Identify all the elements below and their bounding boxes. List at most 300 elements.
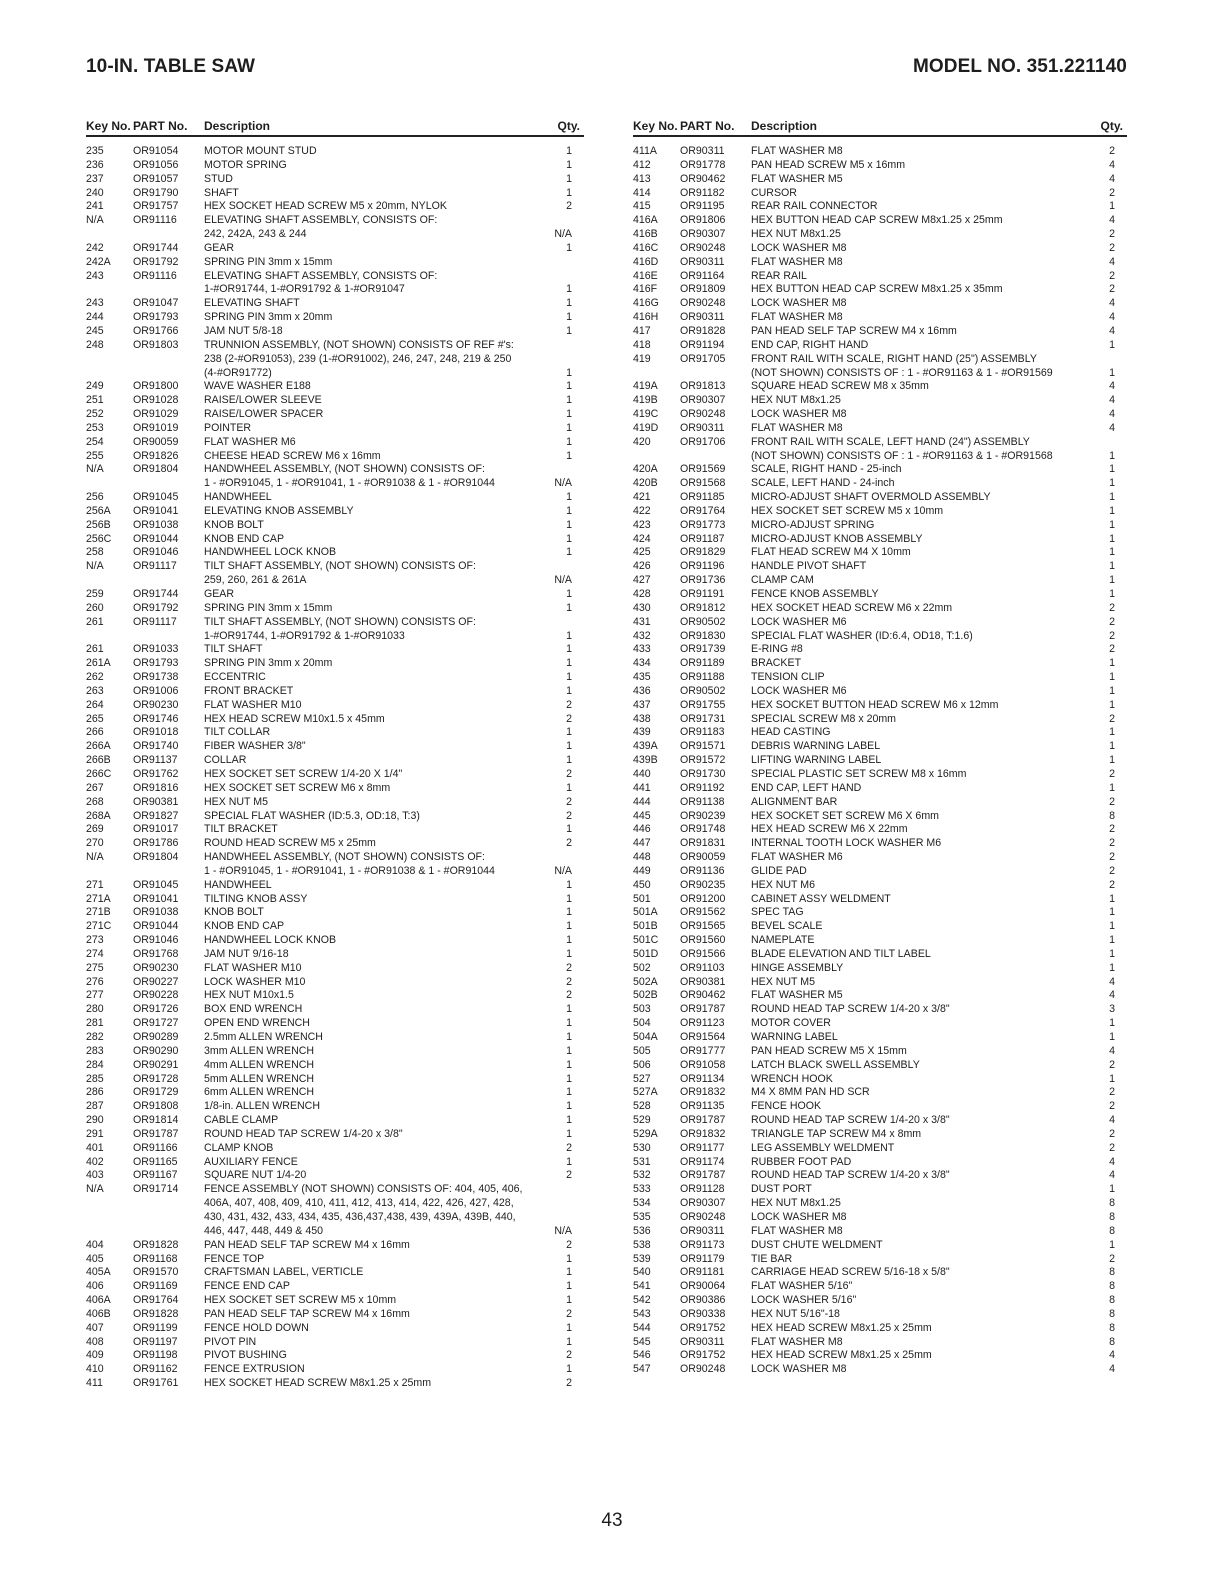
qty: 1 [566,892,572,905]
description: WRENCH HOOK [751,1072,833,1085]
table-row [633,989,1127,1003]
description: LOCK WASHER M8 [751,408,847,421]
qty: 1 [1109,504,1115,517]
qty: 2 [1109,1086,1115,1099]
description: HEX SOCKET HEAD SCREW M6 x 22mm [751,601,953,614]
key-no: 409 [86,1349,104,1362]
key-no: 421 [633,491,651,504]
table-row [86,380,584,394]
description: FIBER WASHER 3/8" [204,740,306,753]
part-no: OR91134 [680,1072,725,1085]
description: RAISE/LOWER SPACER [204,408,324,421]
qty: 1 [566,366,572,379]
qty: 2 [566,975,572,988]
description: SPEC TAG [751,906,804,919]
qty: 1 [566,754,572,767]
part-no: OR91182 [680,186,725,199]
description: FENCE HOLD DOWN [204,1321,309,1334]
description: ELEVATING SHAFT [204,297,300,310]
qty: 1 [1109,920,1115,933]
table-row [86,1100,584,1114]
description: TRIANGLE TAP SCREW M4 x 8mm [751,1127,922,1140]
part-no: OR91185 [680,491,725,504]
key-no: 428 [633,588,651,600]
part-no: OR91038 [133,906,179,919]
key-no: 265 [86,712,104,725]
key-no: 252 [86,408,104,421]
description: HEX SOCKET HEAD SCREW M5 x 20mm, NYLOK [204,200,447,213]
part-no: OR91041 [133,504,179,517]
key-no: 426 [633,560,651,573]
description: FLAT WASHER M8 [751,145,843,157]
part-no: OR90462 [680,989,726,1002]
part-no: OR91177 [680,1141,725,1154]
description: HEX NUT M5 [204,795,268,808]
part-no: OR91569 [680,463,726,476]
part-no: OR91564 [680,1031,726,1043]
qty: 1 [1109,463,1115,476]
description: MOTOR SPRING [204,158,287,171]
part-no: OR91006 [133,684,179,697]
qty: 1 [566,878,572,891]
description: MICRO-ADJUST SHAFT OVERMOLD ASSEMBLY [751,491,991,504]
key-no: 542 [633,1294,651,1307]
key-no: 261A [86,657,111,670]
key-no: 434 [633,657,651,670]
key-no: 530 [633,1141,651,1154]
qty: 1 [1109,1017,1115,1030]
description: ROUND HEAD TAP SCREW 1/4-20 x 3/8" [751,1114,950,1127]
key-no: 268A [86,809,111,822]
key-no: N/A [86,851,104,864]
key-no: 244 [86,311,104,324]
qty: 1 [566,408,572,421]
qty: 2 [1109,283,1115,296]
key-no: 546 [633,1349,651,1362]
table-row [86,353,584,367]
qty: N/A [554,574,572,587]
key-no: 439 [633,726,651,739]
description: ELEVATING SHAFT ASSEMBLY, CONSISTS OF: [204,269,438,282]
table-row [86,962,584,976]
key-no: 450 [633,878,651,891]
key-no: 433 [633,643,651,656]
qty: 2 [1109,186,1115,199]
description: PAN HEAD SELF TAP SCREW M4 x 16mm [751,324,957,337]
key-no: 416B [633,228,658,241]
key-no: 275 [86,961,104,974]
part-no: OR91830 [680,629,726,642]
key-no: 416E [633,269,658,282]
key-no: 538 [633,1238,651,1251]
description: 1 - #OR91045, 1 - #OR91041, 1 - #OR91038 & 1 - #OR91044 [204,477,495,490]
qty: 1 [566,186,572,199]
part-no: OR91752 [680,1349,726,1362]
table-row [86,906,584,920]
part-no: OR91137 [133,754,178,767]
table-row [86,1073,584,1087]
qty: 1 [566,643,572,656]
table-row [633,671,1127,685]
key-no: 406 [86,1280,104,1293]
qty: 1 [1109,892,1115,905]
qty: 2 [566,1141,572,1154]
description: FLAT WASHER M5 [751,172,843,185]
key-no: 504A [633,1031,658,1043]
key-no: 441 [633,781,651,794]
key-no: 505 [633,1044,651,1057]
table-row [86,145,584,159]
description: HEX NUT M8x1.25 [751,1197,841,1210]
qty: 1 [1109,1031,1115,1043]
key-no: 286 [86,1086,104,1099]
qty: 1 [566,1058,572,1071]
table-row [633,1197,1127,1211]
qty: 1 [1109,532,1115,545]
part-no: OR90307 [680,1197,726,1210]
key-no: 410 [86,1363,104,1376]
part-no: OR91764 [680,504,726,517]
table-row [86,616,584,630]
description: FLAT WASHER M6 [204,435,296,448]
key-no: 447 [633,837,651,850]
qty: 4 [1109,158,1115,171]
parts-table-right [633,118,1127,1377]
key-no: 266 [86,726,104,739]
key-no: 420B [633,477,658,490]
qty: 1 [1109,657,1115,670]
qty: 1 [1109,1072,1115,1085]
part-no: OR91188 [680,671,725,684]
table-row [86,1253,584,1267]
key-no: 532 [633,1169,651,1182]
description: GEAR [204,588,235,600]
col-description: Description [751,119,818,133]
table-row [86,643,584,657]
part-no: OR91169 [133,1280,178,1293]
table-header [633,118,1127,137]
key-no: 280 [86,1003,104,1016]
description: LOCK WASHER 5/16" [751,1294,857,1307]
key-no: 419D [633,421,659,434]
description: FLAT WASHER M6 [751,851,843,864]
table-row [633,616,1127,630]
key-no: 444 [633,795,651,808]
qty: 2 [566,1169,572,1182]
description: HEX NUT 5/16"-18 [751,1307,840,1320]
description: MOTOR MOUNT STUD [204,145,317,157]
description: GEAR [204,241,235,254]
part-no: OR90290 [133,1044,179,1057]
table-row [633,823,1127,837]
qty: 1 [566,1294,572,1307]
table-row [86,339,584,353]
key-no: 415 [633,200,651,213]
part-no: OR91056 [133,158,179,171]
table-row [86,726,584,740]
key-no: 501B [633,920,658,933]
table-row [633,228,1127,242]
key-no: 255 [86,449,104,462]
part-no: OR91757 [133,200,179,213]
key-no: 535 [633,1210,651,1223]
qty: 2 [566,837,572,850]
description: FENCE ASSEMBLY (NOT SHOWN) CONSISTS OF: 404, 405, 406, [204,1183,523,1196]
key-no: 271A [86,892,111,905]
qty: 2 [1109,241,1115,254]
qty: 4 [1109,380,1115,393]
description: SPRING PIN 3mm x 15mm [204,255,333,268]
description: 1/8-in. ALLEN WRENCH [204,1100,320,1113]
part-no: OR90311 [680,255,725,268]
qty: 2 [566,200,572,213]
description: TILT SHAFT ASSEMBLY, (NOT SHOWN) CONSISTS OF: [204,560,476,573]
part-no: OR91045 [133,491,179,504]
description: HEX NUT M8x1.25 [751,228,841,241]
table-row [633,643,1127,657]
description: FLAT WASHER M8 [751,1224,843,1237]
key-no: 501A [633,906,658,919]
part-no: OR91018 [133,726,179,739]
description: RAISE/LOWER SLEEVE [204,394,322,407]
key-no: 271C [86,920,112,933]
table-row [633,214,1127,228]
description: 259, 260, 261 & 261A [204,574,307,587]
part-no: OR91827 [133,809,179,822]
qty: 1 [566,311,572,324]
table-row [86,989,584,1003]
col-qty: Qty. [1100,119,1123,133]
description: FLAT WASHER 5/16" [751,1280,853,1293]
part-no: OR91179 [680,1252,725,1265]
table-row [633,463,1127,477]
part-no: OR91191 [680,588,725,600]
qty: 2 [566,1307,572,1320]
description: LATCH BLACK SWELL ASSEMBLY [751,1058,920,1071]
description: BEVEL SCALE [751,920,823,933]
key-no: 243 [86,269,104,282]
qty: 1 [566,740,572,753]
table-row [633,200,1127,214]
table-row [86,1114,584,1128]
table-row [633,1073,1127,1087]
part-no: OR91572 [680,754,726,767]
qty: 4 [1109,975,1115,988]
key-no: N/A [86,1183,104,1196]
description: FLAT WASHER M10 [204,698,302,711]
key-no: 424 [633,532,651,545]
table-row [86,810,584,824]
table-row [633,1003,1127,1017]
part-no: OR91714 [133,1183,179,1196]
part-no: OR91832 [680,1127,726,1140]
part-no: OR90059 [680,851,726,864]
key-no: 504 [633,1017,651,1030]
qty: 2 [1109,823,1115,836]
qty: 2 [1109,851,1115,864]
key-no: 420 [633,435,651,448]
qty: 1 [566,588,572,600]
key-no: 416A [633,214,658,227]
table-row [86,367,584,381]
key-no: 404 [86,1238,104,1251]
qty: 1 [1109,698,1115,711]
table-row [633,408,1127,422]
part-no: OR90502 [680,615,726,628]
table-row [86,200,584,214]
table-row [86,934,584,948]
description: HEX SOCKET SET SCREW M5 x 10mm [204,1294,397,1307]
qty: 2 [1109,145,1115,157]
table-row [633,1059,1127,1073]
part-no: OR91029 [133,408,179,421]
description: FLAT WASHER M5 [751,989,843,1002]
part-no: OR90307 [680,394,726,407]
description: INTERNAL TOOTH LOCK WASHER M6 [751,837,942,850]
table-row [86,1031,584,1045]
part-no: OR91744 [133,241,179,254]
description: LOCK WASHER M8 [751,1210,847,1223]
qty: 2 [1109,1127,1115,1140]
description: CHEESE HEAD SCREW M6 x 16mm [204,449,381,462]
key-no: 261 [86,643,104,656]
qty: 1 [1109,684,1115,697]
key-no: 242A [86,255,111,268]
part-no: OR91804 [133,463,179,476]
table-row [86,311,584,325]
qty: 1 [566,1017,572,1030]
description: SQUARE NUT 1/4-20 [204,1169,307,1182]
qty: 1 [566,158,572,171]
description: CARRIAGE HEAD SCREW 5/16-18 x 5/8" [751,1266,950,1279]
description: (4-#OR91772) [204,366,272,379]
part-no: OR91812 [680,601,726,614]
key-no: N/A [86,214,104,227]
qty: 1 [1109,491,1115,504]
description: WAVE WASHER E188 [204,380,311,393]
description: ECCENTRIC [204,671,266,684]
part-no: OR90307 [680,228,726,241]
key-no: 501 [633,892,651,905]
part-no: OR91828 [680,324,726,337]
table-row [633,713,1127,727]
qty: 1 [566,1044,572,1057]
table-row [86,1183,584,1197]
description: LOCK WASHER M6 [751,684,847,697]
table-row [633,699,1127,713]
key-no: 419C [633,408,659,421]
part-no: OR91736 [680,574,726,587]
qty: 1 [566,172,572,185]
description: HEX HEAD SCREW M6 X 22mm [751,823,908,836]
part-no: OR91786 [133,837,179,850]
qty: 1 [566,283,572,296]
qty: N/A [554,477,572,490]
description: 446, 447, 448, 449 & 450 [204,1224,323,1237]
description: BRACKET [751,657,802,670]
key-no: 290 [86,1114,104,1127]
table-row [86,560,584,574]
description: HEX NUT M5 [751,975,815,988]
part-no: OR91566 [680,947,726,960]
key-no: 268 [86,795,104,808]
key-no: 242 [86,241,104,254]
table-row [633,574,1127,588]
part-no: OR91019 [133,421,179,434]
part-no: OR91200 [680,892,726,905]
description: SPECIAL FLAT WASHER (ID:5.3, OD:18, T:3) [204,809,420,822]
part-no: OR90248 [680,1363,726,1376]
key-no: 407 [86,1321,104,1334]
key-no: 449 [633,864,651,877]
key-no: 501C [633,934,659,947]
key-no: 235 [86,145,104,157]
table-row [633,920,1127,934]
table-row [86,1280,584,1294]
qty: 8 [1109,1197,1115,1210]
description: CURSOR [751,186,797,199]
page-number: 43 [601,1510,623,1531]
table-row [86,796,584,810]
qty: 1 [566,449,572,462]
part-no: OR91038 [133,518,179,531]
table-row [633,1045,1127,1059]
table-row [633,1349,1127,1363]
key-no: 427 [633,574,651,587]
qty: 1 [566,491,572,504]
table-row [633,159,1127,173]
table-row [633,1266,1127,1280]
qty: 4 [1109,1044,1115,1057]
qty: 1 [1109,449,1115,462]
part-no: OR91762 [133,767,179,780]
qty: 1 [566,781,572,794]
description: FLAT WASHER M8 [751,1335,843,1348]
table-row [86,1349,584,1363]
table-row [633,1086,1127,1100]
description: HANDWHEEL ASSEMBLY, (NOT SHOWN) CONSISTS OF: [204,463,485,476]
table-row [633,1308,1127,1322]
col-key-no: Key No. [633,119,678,133]
qty: 2 [1109,878,1115,891]
description: CABINET ASSY WELDMENT [751,892,891,905]
key-no: 413 [633,172,651,185]
qty: 2 [1109,837,1115,850]
qty: 1 [566,1266,572,1279]
qty: 1 [566,1127,572,1140]
table-row [633,1100,1127,1114]
key-no: 439B [633,754,658,767]
key-no: 418 [633,338,651,351]
qty: 1 [566,1072,572,1085]
qty: 1 [1109,366,1115,379]
key-no: 502B [633,989,658,1002]
key-no: 547 [633,1363,651,1376]
key-no: 506 [633,1058,651,1071]
table-row [86,242,584,256]
table-row [86,1017,584,1031]
description: HEX SOCKET HEAD SCREW M8x1.25 x 25mm [204,1377,432,1390]
part-no: OR90381 [133,795,179,808]
part-no: OR91565 [680,920,726,933]
qty: 2 [1109,1058,1115,1071]
qty: 2 [1109,795,1115,808]
qty: 4 [1109,1349,1115,1362]
description: JAM NUT 9/16-18 [204,947,289,960]
qty: 2 [1109,629,1115,642]
qty: 8 [1109,1266,1115,1279]
table-row [86,394,584,408]
